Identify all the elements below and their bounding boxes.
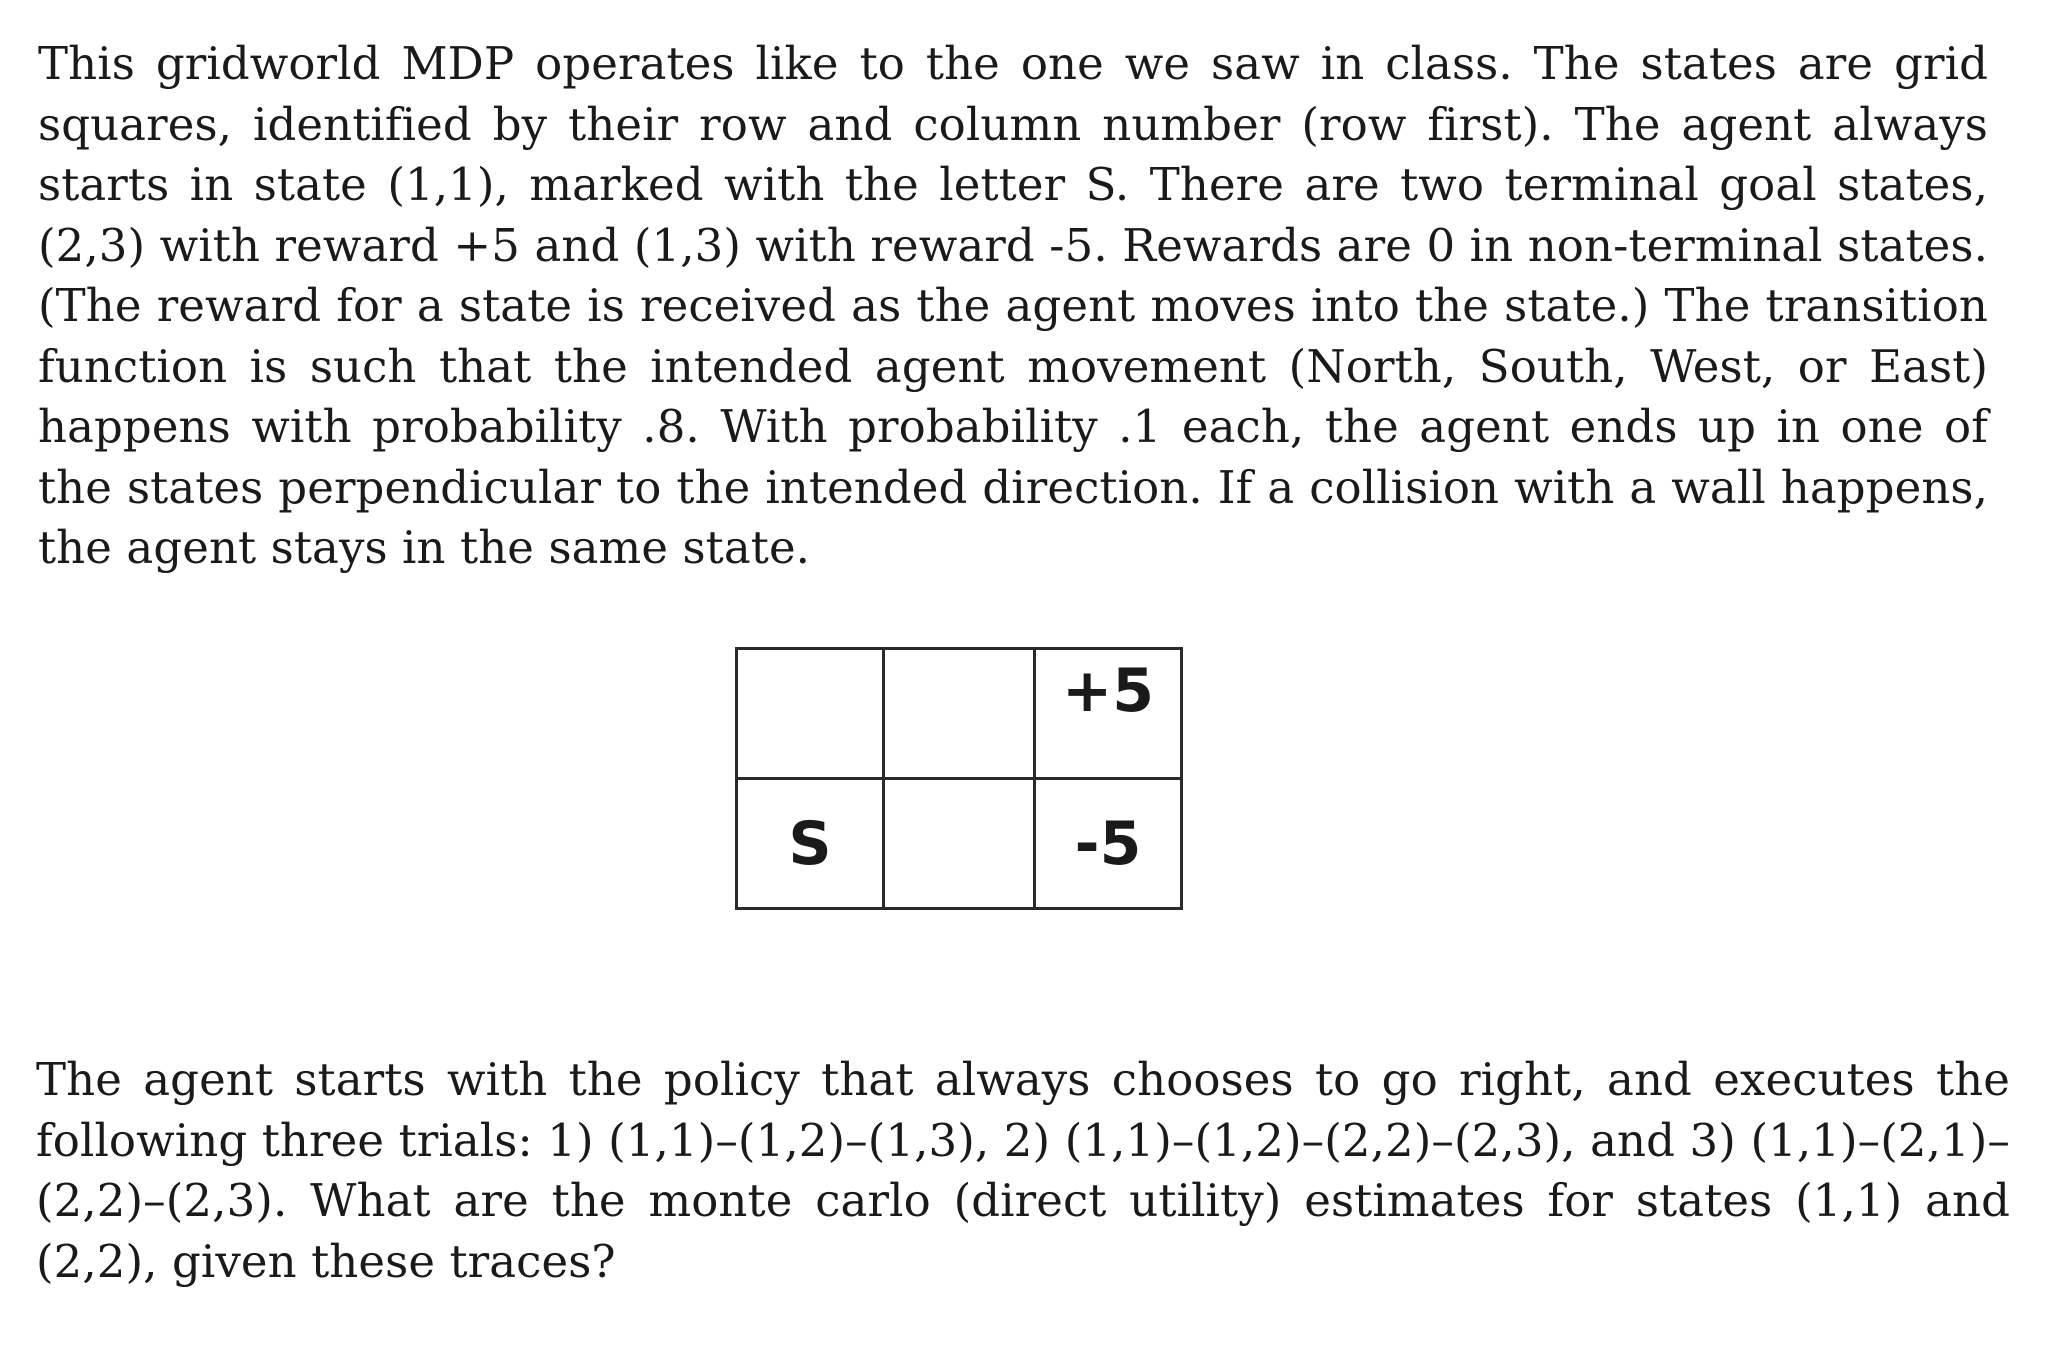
grid-cell bbox=[884, 649, 1035, 779]
grid-row bbox=[737, 649, 1182, 779]
intro-paragraph: This gridworld MDP operates like to the one we saw in class. The states are grid squares, identified by their row and column number (row first). The agent always starts in state (1,1), marked with the letter S. There are two terminal goal states, (2,3) with reward +5 and (1,3) with reward -5. Rewards are 0 in non-terminal states. (The reward for a state is received as the agent moves into the state.) The transition function is such that the intended agent movement (North, South, West, or East) happens with probability .8. With probability .1 each, the agent ends up in one of the states perpendicular to the intended direction. If a collision with a wall happens, the agent stays in the same state. bbox=[38, 37, 1988, 574]
gridworld-diagram bbox=[735, 647, 1183, 910]
grid-row bbox=[737, 779, 1182, 909]
grid-cell bbox=[737, 649, 884, 779]
grid-cell bbox=[884, 779, 1035, 909]
grid-cell-start: S bbox=[737, 779, 884, 909]
grid-cell-reward-minus: -5 bbox=[1035, 779, 1182, 909]
question-paragraph: The agent starts with the policy that always chooses to go right, and executes the following three trials: 1) (1,1)–(1,2)–(1,3), 2) (1,1)–(1,2)–(2,2)–(2,3), and 3) (1,1)–(2,1)–(2,2)–(2,3). What are the monte carlo (direct utility) estimates for states (1,1) and (2,2), given these traces? bbox=[36, 1053, 2010, 1288]
grid-cell-reward-plus: +5 bbox=[1035, 649, 1182, 779]
